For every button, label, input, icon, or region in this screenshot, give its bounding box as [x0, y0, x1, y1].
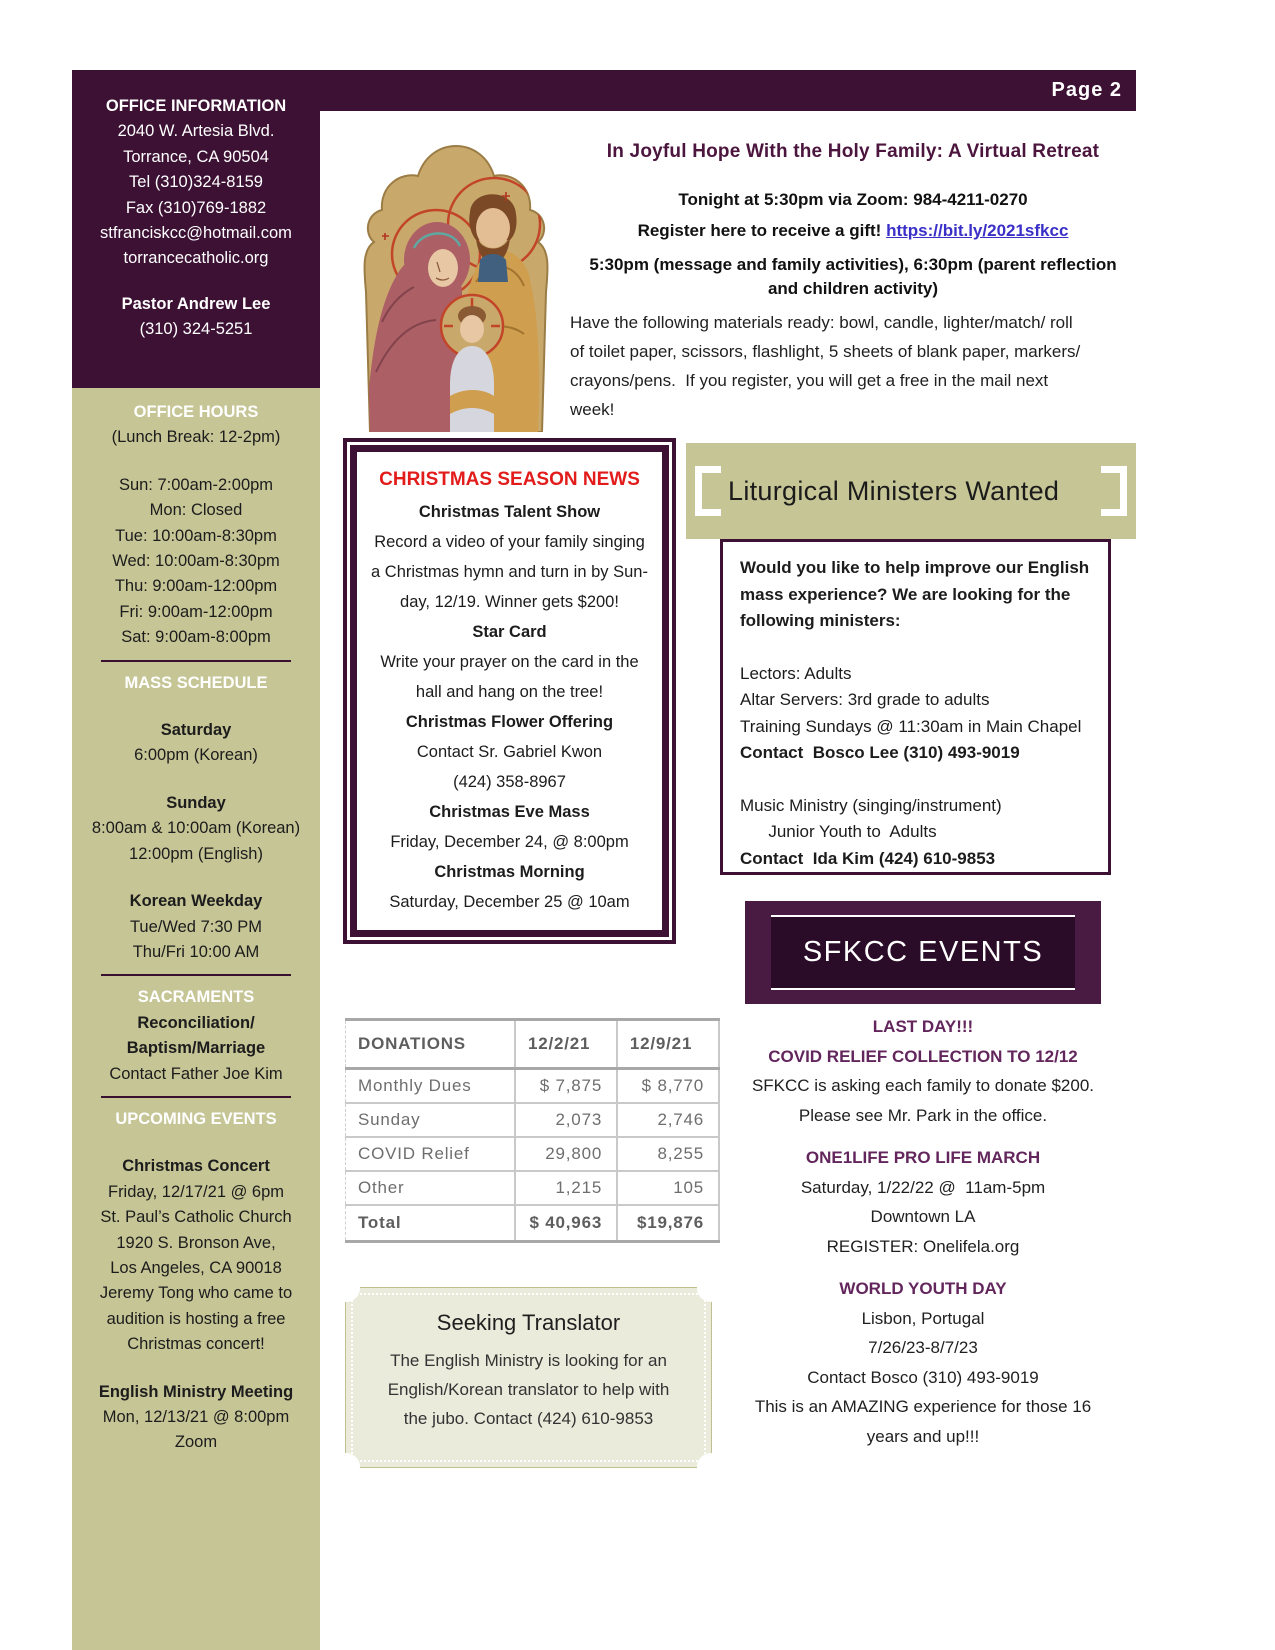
meeting-head: English Ministry Meeting [98, 1382, 294, 1401]
office-information-panel [72, 70, 320, 388]
row-value: 29,800 [515, 1137, 617, 1171]
sidebar [72, 388, 320, 1650]
spacer [712, 1261, 1134, 1274]
prolife-march-line: Downtown LA [870, 1207, 976, 1226]
row-label: Monthly Dues [346, 1069, 516, 1103]
covid-relief-head: LAST DAY!!! [872, 1017, 974, 1036]
sacraments-line: Reconciliation/ [137, 1013, 255, 1032]
retreat-zoom-line: Tonight at 5:30pm via Zoom: 984-4211-0270 [678, 190, 1028, 209]
row-value: 2,746 [617, 1103, 719, 1137]
holy-family-icon [352, 142, 560, 432]
meeting-line: Zoom [174, 1433, 218, 1452]
mass-sunday-line: 8:00am & 10:00am (Korean) [91, 819, 301, 838]
office-hours-line: Fri: 9:00am-12:00pm [119, 602, 273, 621]
translator-box [345, 1287, 712, 1468]
sacraments-contact: Contact Father Joe Kim [109, 1064, 283, 1083]
concert-line: Christmas concert! [127, 1335, 265, 1354]
row-label: COVID Relief [346, 1137, 516, 1171]
office-hours-title: OFFICE HOURS [133, 403, 259, 421]
ministers-intro-line: mass experience? We are looking for the [740, 584, 1071, 604]
world-youth-day-line: Contact Bosco (310) 493-9019 [807, 1367, 1039, 1387]
office-address-line: 2040 W. Artesia Blvd. [117, 122, 275, 141]
prolife-march-line: REGISTER: Onelifela.org [826, 1236, 1020, 1256]
mass-weekday-line: Tue/Wed 7:30 PM [129, 917, 263, 936]
table-row [346, 1103, 720, 1137]
mass-schedule-title: MASS SCHEDULE [124, 673, 268, 692]
retreat-body [570, 308, 1136, 424]
world-youth-day-line: Lisbon, Portugal [861, 1308, 985, 1328]
donations-header: DONATIONS [346, 1020, 516, 1069]
concert-line: 1920 S. Bronson Ave, [116, 1233, 276, 1252]
mass-saturday-line: 6:00pm (Korean) [134, 746, 258, 765]
retreat-body-line: crayons/pens. If you register, you will get a free in the mail next [570, 371, 1049, 390]
office-website-line: torrancecatholic.org [123, 249, 269, 268]
sacraments-line: Baptism/Marriage [126, 1039, 266, 1058]
concert-line: St. Paul’s Catholic Church [100, 1208, 292, 1227]
ministers-box [720, 539, 1111, 875]
covid-relief-line: SFKCC is asking each family to donate $200. [751, 1076, 1095, 1095]
office-phone-line: Tel (310)324-8159 [129, 173, 263, 192]
eve-mass-line: Friday, December 24, @ 8:00pm [390, 833, 629, 851]
spacer [712, 1130, 1134, 1143]
retreat-register-line [570, 221, 1136, 241]
talent-show-head: Christmas Talent Show [418, 503, 601, 521]
table-row [346, 1137, 720, 1171]
covid-relief-head: COVID RELIEF COLLECTION TO 12/12 [768, 1046, 1078, 1066]
row-value: 105 [617, 1171, 719, 1205]
mass-weekday-head: Korean Weekday [129, 892, 263, 911]
pastor-phone: (310) 324-5251 [139, 320, 253, 339]
christmas-news-title: CHRISTMAS SEASON NEWS [379, 469, 640, 490]
row-value: $ 8,770 [617, 1069, 719, 1103]
translator-content [346, 1288, 711, 1467]
divider [101, 1096, 291, 1098]
mass-weekday-line: Thu/Fri 10:00 AM [132, 942, 260, 961]
christmas-news-content [350, 445, 669, 937]
liturgical-banner [686, 443, 1136, 539]
translator-line: English/Korean translator to help with [387, 1380, 670, 1399]
row-label: Sunday [346, 1103, 516, 1137]
spacer [72, 867, 320, 889]
spacer [72, 1358, 320, 1380]
spacer [72, 272, 320, 292]
divider [101, 660, 291, 662]
table-row [346, 1171, 720, 1205]
ministers-list-line: Training Sundays @ 11:30am in Main Chapel [740, 716, 1082, 736]
world-youth-day-line: This is an AMAZING experience for those 16 [754, 1397, 1092, 1416]
star-card-line: hall and hang on the tree! [415, 683, 604, 701]
concert-head: Christmas Concert [122, 1157, 270, 1176]
spacer [72, 769, 320, 791]
ministers-intro-line: following ministers: [740, 611, 901, 630]
page-number: Page 2 [1051, 79, 1122, 101]
pastor-name: Pastor Andrew Lee [121, 294, 271, 313]
spacer [72, 451, 320, 473]
table-total-row [346, 1205, 720, 1242]
office-hours-line: Sun: 7:00am-2:00pm [118, 475, 274, 494]
meeting-line: Mon, 12/13/21 @ 8:00pm [102, 1408, 290, 1426]
talent-show-line: a Christmas hymn and turn in by Sun- [371, 563, 648, 581]
office-email-line: stfranciskcc@hotmail.com [100, 224, 292, 243]
bracket-right-icon [1101, 466, 1127, 516]
table-header-row [346, 1020, 720, 1069]
world-youth-day-line: years and up!!! [866, 1426, 980, 1446]
office-hours-line: Sat: 9:00am-8:00pm [121, 628, 271, 647]
flower-offering-line: (424) 358-8967 [453, 773, 566, 791]
total-value: $ 40,963 [515, 1205, 617, 1242]
ministers-list-line: Altar Servers: 3rd grade to adults [740, 690, 990, 709]
retreat-body-line: of toilet paper, scissors, flashlight, 5 sheets of blank paper, markers/ [570, 342, 1081, 361]
total-value: $19,876 [617, 1205, 719, 1242]
date-header: 12/2/21 [515, 1020, 617, 1069]
concert-line: Friday, 12/17/21 @ 6pm [107, 1182, 285, 1201]
mass-sunday-head: Sunday [166, 793, 226, 812]
concert-line: Los Angeles, CA 90018 [110, 1258, 282, 1277]
retreat-schedule-line: and children activity) [767, 279, 939, 298]
ministers-contact: Contact Bosco Lee (310) 493-9019 [740, 743, 1020, 762]
table-row [346, 1069, 720, 1103]
sfkcc-events-title: SFKCC EVENTS [771, 915, 1075, 990]
spacer [740, 635, 1091, 661]
ministers-intro-line: Would you like to help improve our English [740, 558, 1090, 577]
retreat-title: In Joyful Hope With the Holy Family: A Virtual Retreat [606, 141, 1100, 162]
office-info-title: OFFICE INFORMATION [105, 97, 287, 115]
talent-show-line: Record a video of your family singing [374, 533, 645, 551]
concert-line: audition is hosting a free [106, 1309, 286, 1328]
row-value: $ 7,875 [515, 1069, 617, 1103]
translator-title: Seeking Translator [436, 1310, 621, 1335]
translator-line: the jubo. Contact (424) 610-9853 [403, 1409, 654, 1428]
eve-mass-head: Christmas Eve Mass [429, 803, 590, 821]
upcoming-events-title: UPCOMING EVENTS [115, 1109, 277, 1128]
spacer [72, 1132, 320, 1154]
star-card-head: Star Card [472, 623, 547, 641]
donations-table [345, 1018, 720, 1243]
covid-relief-line: Please see Mr. Park in the office. [798, 1105, 1048, 1125]
retreat-register-text: Register here to receive a gift! [637, 221, 887, 240]
office-hours-line: Mon: Closed [149, 501, 243, 520]
sacraments-title: SACRAMENTS [137, 988, 255, 1007]
office-fax-line: Fax (310)769-1882 [125, 198, 267, 217]
row-value: 2,073 [515, 1103, 617, 1137]
office-hours-subtitle: (Lunch Break: 12-2pm) [111, 428, 281, 447]
flower-offering-line: Contact Sr. Gabriel Kwon [416, 743, 603, 761]
retreat-section [570, 141, 1136, 424]
mass-sunday-line: 12:00pm (English) [129, 844, 263, 863]
morning-mass-head: Christmas Morning [434, 863, 585, 881]
spacer [740, 767, 1091, 793]
world-youth-day-head: WORLD YOUTH DAY [839, 1279, 1007, 1298]
row-value: 1,215 [515, 1171, 617, 1205]
office-hours-line: Tue: 10:00am-8:30pm [115, 526, 277, 545]
star-card-line: Write your prayer on the card in the [380, 653, 639, 671]
ministers-list-line: Music Ministry (singing/instrument) [740, 795, 1002, 815]
spacer [72, 696, 320, 718]
prolife-march-line: Saturday, 1/22/22 @ 11am-5pm [800, 1177, 1046, 1197]
mass-saturday-head: Saturday [160, 721, 232, 740]
retreat-body-line: Have the following materials ready: bowl, candle, lighter/match/ roll [570, 313, 1073, 332]
row-value: 8,255 [617, 1137, 719, 1171]
sfkcc-events-banner [745, 901, 1101, 1004]
divider [101, 974, 291, 976]
ministers-list-line: Lectors: Adults [740, 663, 852, 683]
prolife-march-head: ONE1LIFE PRO LIFE MARCH [805, 1148, 1041, 1167]
talent-show-line: day, 12/19. Winner gets $200! [400, 593, 619, 611]
bracket-left-icon [695, 466, 721, 516]
ministers-contact: Contact Ida Kim (424) 610-9853 [740, 848, 996, 868]
world-youth-day-line: 7/26/23-8/7/23 [868, 1338, 978, 1357]
sfkcc-events-list [712, 1012, 1134, 1451]
retreat-body-line: week! [570, 400, 615, 419]
row-label: Other [346, 1171, 516, 1205]
retreat-schedule-line: 5:30pm (message and family activities), 6:30pm (parent reflection [589, 255, 1117, 274]
morning-mass-line: Saturday, December 25 @ 10am [389, 893, 630, 911]
office-address-line: Torrance, CA 90504 [123, 147, 269, 166]
office-hours-line: Wed: 10:00am-8:30pm [112, 552, 280, 571]
christmas-news-box [343, 438, 676, 944]
total-label: Total [346, 1205, 516, 1242]
date-header: 12/9/21 [617, 1020, 719, 1069]
flower-offering-head: Christmas Flower Offering [405, 713, 614, 731]
office-hours-line: Thu: 9:00am-12:00pm [114, 577, 278, 596]
ministers-list-line: Junior Youth to Adults [740, 822, 937, 841]
translator-line: The English Ministry is looking for an [390, 1351, 667, 1370]
liturgical-banner-title: Liturgical Ministers Wanted [728, 476, 1060, 506]
concert-line: Jeremy Tong who came to [99, 1284, 293, 1303]
register-link[interactable]: https://bit.ly/2021sfkcc [886, 221, 1069, 240]
